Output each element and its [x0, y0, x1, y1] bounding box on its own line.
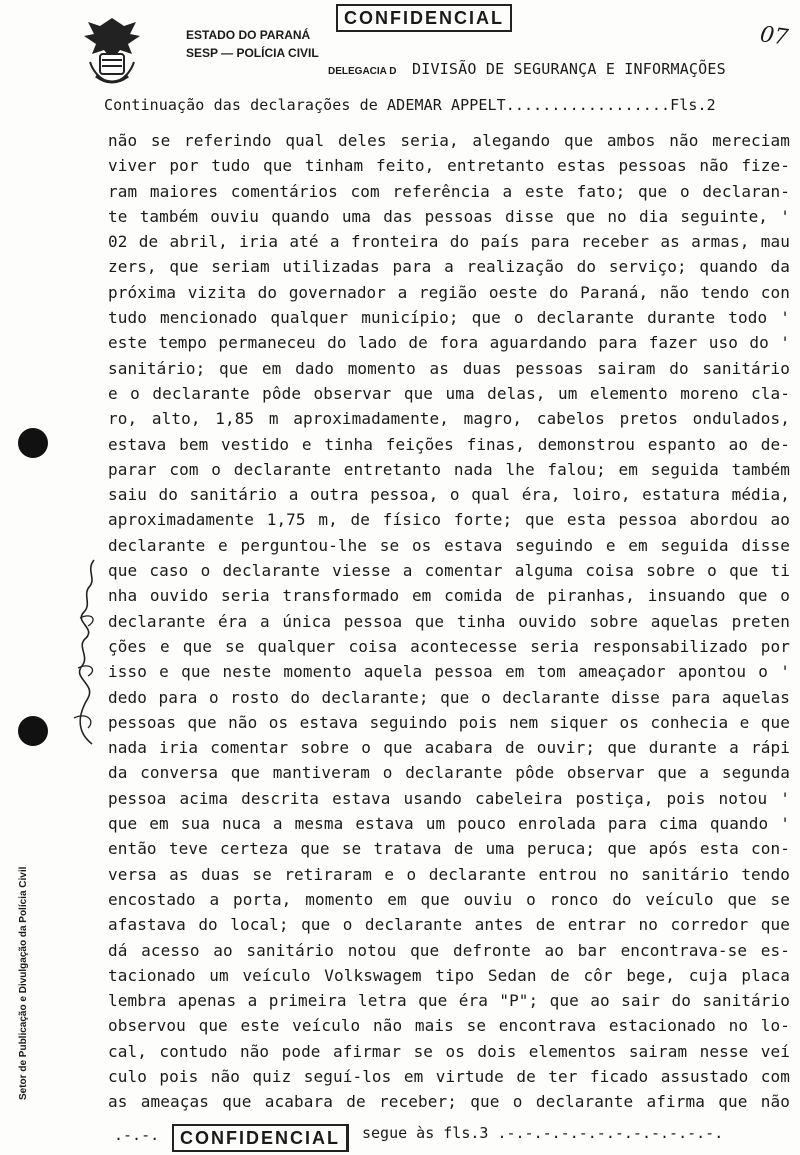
body-line: declarante e perguntou-lhe se os estava seguindo e em seguida disse	[108, 535, 790, 555]
body-line: 02 de abril, iria até a fronteira do país para receber as armas, mau	[108, 232, 790, 252]
page-number-handwritten: 07	[758, 22, 790, 51]
body-line: nada iria comentar sobre o que acabara de ouvir; que durante a rápi	[108, 738, 790, 758]
punch-hole	[18, 716, 48, 746]
body-line: zers, que seriam utilizadas para a realização do serviço; quando da	[108, 257, 790, 277]
body-line: parar com o declarante entretanto nada lhe falou; em seguida também	[108, 459, 790, 479]
body-line: te também ouviu quando uma das pessoas disse que no dia seguinte, '	[108, 206, 790, 226]
body-line: observou que este veículo não mais se encontrava estacionado no lo-	[108, 1016, 790, 1036]
body-line: dá acesso ao sanitário notou que defronte ao bar encontrava-se es-	[108, 940, 790, 960]
confidential-stamp-bottom: CONFIDENCIAL	[172, 1124, 349, 1152]
continuation-heading: Continuação das declarações de ADEMAR APPELT..................Fls.2	[104, 96, 716, 114]
body-line: este tempo permaneceu do lado de fora aguardando para fazer uso do '	[108, 333, 790, 353]
body-line: culo pois não quiz seguí-los em virtude de ter ficado assustado com	[108, 1066, 790, 1086]
delegacia-label: DELEGACIA D	[328, 66, 397, 77]
body-line: nha ouvido seria transformado em comida de piranhas, insuando que o	[108, 586, 790, 606]
body-line: versa as duas se retiraram e o declarante entrou no sanitário tendo	[108, 864, 790, 884]
body-line: próxima vizita do governador a região oeste do Paraná, não tendo con	[108, 282, 790, 302]
body-line: ções e que se qualquer coisa acontecesse seria responsabilizado por	[108, 636, 790, 656]
body-line: saiu do sanitário a outra pessoa, o qual éra, loiro, estatura média,	[108, 485, 790, 505]
body-line: dedo para o rosto do declarante; que o declarante disse para aquelas	[108, 687, 790, 707]
archive-sidebar-note: Setor de Publicação e Divulgação da Polícia Civil	[18, 866, 29, 1100]
body-line: afastava do local; que o declarante antes de entrar no corredor que	[108, 915, 790, 935]
handwritten-signature	[52, 548, 112, 748]
body-line: não se referindo qual deles seria, alegando que ambos não mereciam	[108, 131, 790, 150]
body-line: cal, contudo não pode afirmar se os dois elementos sairam nesse veí	[108, 1041, 790, 1061]
parana-crest-emblem	[80, 14, 144, 88]
body-line: tacionado um veículo Volkswagem tipo Sedan de côr bege, cuja placa	[108, 965, 790, 985]
body-line: estava bem vestido e tinha feições finas, demonstrou espanto ao de-	[108, 434, 790, 454]
punch-hole	[18, 428, 48, 458]
body-line: ram maiores comentários com referência a este fato; que o declaran-	[108, 181, 790, 201]
body-line: sanitário; que em dado momento as duas pessoas sairam do sanitário	[108, 358, 790, 378]
body-line: viver por tudo que tinham feito, entretanto estas pessoas não fize-	[108, 156, 790, 176]
state-name: ESTADO DO PARANÁ	[186, 28, 311, 42]
body-line: encostado a porta, momento em que ouviu o ronco do veículo que se	[108, 889, 790, 909]
footer-continuation: segue às fls.3 .-.-.-.-.-.-.-.-.-.-.-.-.	[362, 1124, 724, 1142]
agency-name: SESP — POLÍCIA CIVIL	[186, 46, 319, 60]
body-line: pessoa acima descrita estava usando cabeleira postiça, pois notou '	[108, 788, 790, 808]
confidential-stamp-top: CONFIDENCIAL	[336, 4, 512, 32]
body-line: e o declarante pôde observar que uma delas, um elemento moreno cla-	[108, 383, 790, 403]
body-line: que caso o declarante viesse a comentar alguma coisa sobre o que ti	[108, 561, 790, 581]
body-line: pessoas que não os estava seguindo pois nem siquer os conhecia e que	[108, 712, 790, 732]
body-line: que em sua nuca a mesma estava um pouco enrolada para cima quando '	[108, 814, 790, 834]
body-line: da conversa que mantiveram o declarante pôde observar que a segunda	[108, 763, 790, 783]
body-line: declarante éra a única pessoa que tinha ouvido sobre aquelas preten	[108, 611, 790, 631]
body-line: isso e que neste momento aquela pessoa em tom ameaçador apontou o '	[108, 662, 790, 682]
body-line: as ameaças que acabara de receber; que o declarante afirma que não	[108, 1092, 790, 1112]
body-line: lembra apenas a primeira letra que éra "P"; que ao sair do sanitário	[108, 991, 790, 1011]
declaration-body	[108, 128, 790, 1115]
division-title: DIVISÃO DE SEGURANÇA E INFORMAÇÕES	[412, 60, 726, 78]
body-line: ro, alto, 1,85 m aproximadamente, magro, cabelos pretos ondulados,	[108, 409, 790, 429]
body-line: aproximadamente 1,75 m, de físico forte; que esta pessoa abordou ao	[108, 510, 790, 530]
body-line: tudo mencionado qualquer município; que o declarante durante todo '	[108, 308, 790, 328]
body-line: então teve certeza que se tratava de uma peruca; que após esta con-	[108, 839, 790, 859]
footer-dashes: .-.-.	[114, 1126, 160, 1144]
